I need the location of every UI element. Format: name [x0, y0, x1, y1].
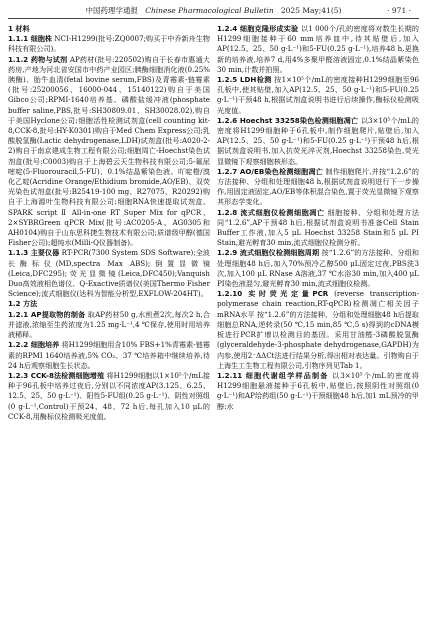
- paragraph-reagents: [8, 55, 210, 249]
- paragraph-text: 细胞接种、分组和处理方法同“1.2.6”,AP干预48 h后,根据试剂盒说明书准备Cell Stain Buffer工作液,加入5 μL Hoechst 33258 Stain和5 μL PI Stain,避光孵育30 min,流式细胞仪检测分析。: [217, 207, 419, 248]
- paragraph-metabolomics: [217, 371, 419, 412]
- paragraph-text: 按1×10⁵个/mL的密度接种H1299细胞至96孔板中,使其贴壁,加入AP(12.5、25、50 g·L⁻¹)和5-FU(0.25 g·L⁻¹)干预48 h,根据试剂盒说明书进行后续操作,酶标仪检测吸光度值。: [217, 75, 419, 115]
- paragraph-text: 按“1.2.6”的方法接种、分组和处理细胞48 h后,加入70%预冷乙醇500 μL固定过夜,PBS洗3次,加入100 μL RNase A溶液,37 ℃水浴30 min,加入400 μL PI染色液混匀,避光孵育30 min,流式细胞仪检测。: [217, 248, 419, 289]
- paragraph-text: AP药材(批号:220502)购自于长春市惠通大药房,产地为河北省安国市中药产业园区;胰酶细胞消化液(0.25%胰酶)、胎牛血清(fetal bovine serum,FBS)及青霉素-链霉素(批号:25200056、16000-044、15140122)购自于美国Gibco公司;RPMI-1640培养基、磷酸盐缓冲液(phosphate buffer saline,PBS,批号:SH30809.01、SH30028.02),购自于美国Hyclone公司;细胞活性检测试剂盒(cell counting kit-8,CCK-8,批号:HY-K0301)购自于Med Chem Express公司;乳酸脱氢酶(Lactic dehydrogenase,LDH)试剂盒(批号:A020-2-2)购自于南京建成生物工程有限公司;细胞周亡-Hoechst染色试剂盒(批号:C0003)购自于上海碧云天生物科技有限公司;5-氟尿嘧啶(5-Fluorouracil,5-FU)、0.1%结晶紫染色液、吖啶橙/溴化乙啶(Acridine Orange/Ethidium bromide,AO/EB)、双荧光染色试剂盒(批号:B25419-100 mg、R27075、R20292)购自于上海源叶生物科技有限公司;细胞RNA快速提取试剂盒、SPARK script Ⅱ All-in-one RT Super Mix for qPCR、2×SYBRGreen qPCR Mix(批号:AC0205-A、AG0305和AH0104)购自于山东思科捷生物技术有限公司;质谱级甲醇(德国Fisher公司);超纯水(Milli-Q仪器制备)。: [8, 54, 210, 248]
- paragraph-aoeb: [217, 167, 419, 208]
- subheading: 1.2.4 细胞克隆形成实验: [217, 24, 299, 33]
- paragraph-cell-culture: [8, 340, 210, 371]
- subheading: 1.2.11 细胞代谢组学样品制备: [217, 370, 329, 380]
- subheading: 1.2.7 AO/EB染色检测细胞凋亡: [217, 166, 323, 176]
- paragraph-text: 将H1299细胞用含10% FBS+1%青霉素-链霉素的RPMI 1640培养液,5% CO₂、37 ℃培养箱中继续培养,待24 h后观察细胞生长状态。: [8, 340, 210, 370]
- paragraph-text: 以1 000个/孔的密度将对数生长期的H1299细胞接种于60 mm培养皿中,待其贴壁后,加入AP(12.5、25、50 g·L⁻¹)和5-FU(0.25 g·L⁻¹),培养48 h,更换新的培养液,培养7 d,用4%多聚甲醛溶液固定,0.1%结晶紫染色30 min,计数并拍照。: [217, 24, 419, 74]
- paragraph-text: 取AP药材50 g,水煎煮2次,每次2 h,合并滤液,浓缩至生药浓度为1.25 mg·L⁻¹,4 ℃保存,使用时用培养液稀释。: [8, 309, 210, 340]
- paragraph-text: RT-PCR(7300 System SDS Software);全波长酶标仪(MD,spectra Max ABS);倒置显微镜(Leica,DFC295);荧光显微镜(Leica,DFC450);Vanquish Duo高效液相色谱仪、Q-Exactive质谱仪(美国Thermo Fisher Science);流式细胞仪(达科为智能分析型,EXFLOW-204HT)。: [8, 248, 210, 299]
- section-heading-methods: 1.2 方法: [8, 299, 38, 309]
- running-header: [8, 5, 419, 19]
- subheading: 1.2.8 流式细胞仪检测细胞凋亡: [217, 207, 325, 217]
- paragraph-extract-prep: [8, 310, 210, 341]
- subheading: 1.2.6 Hoechst 33258染色检测细胞凋亡: [217, 115, 359, 125]
- paragraph-flow-cycle: [217, 248, 419, 289]
- subheading: 1.1.3 主要仪器: [8, 248, 60, 258]
- paragraph-flow-apoptosis: [217, 208, 419, 249]
- paragraph-cck8: [8, 371, 210, 422]
- subheading: 1.2.10 实时荧光定量PCR: [217, 289, 329, 299]
- paragraph-cell-line: [8, 34, 210, 54]
- paragraph-ldh: [217, 75, 419, 116]
- journal-issue: 2025 May;41(5): [280, 6, 342, 15]
- header-rule: [8, 18, 419, 19]
- journal-line: [8, 5, 419, 17]
- subheading: 1.2.9 流式细胞仪检测细胞周期: [217, 248, 320, 258]
- paragraph-text: (reverse transcription-polymerase chain reaction,RT-qPCR)检测凋亡相关因子mRNA水平 按“1.2.6”的方法接种、分组和处理细胞48 h后提取细胞总RNA,逆转录(50 ℃,15 min,85 ℃,5 s)得到的cDNA模板进行PCR扩增以检测目的基因。采用甘油醛-3磷酸脱氢酶(glyceraldehyde-3-phosphate dehydrogenase,GAPDH)为内参,使用2⁻ΔΔCt法进行结果分析,得出相对表达量。引物购自于上海生工生物工程有限公司,引物序列见Tab 1。: [217, 289, 419, 370]
- subheading: 1.2.3 CCK-8法检测细胞增殖: [8, 370, 105, 380]
- subheading: 1.1.1 细胞株: [8, 34, 53, 44]
- paragraph-instruments: [8, 248, 210, 299]
- paragraph-text: NCI-H1299(批号:ZQ0007;购买于中乔新舟生物科技有限公司)。: [8, 34, 210, 54]
- journal-title-cn: 中国药理学通报: [85, 6, 139, 15]
- subheading: 1.1.2 药物与试剂: [8, 54, 68, 64]
- paragraph-text: 制作细胞爬片,并按“1.2.6”的方法接种、分组和处理细胞48 h,根据试剂盒说明进行下一步操作,用固定液固定,AO/EB等体积混合染色,置于荧光显微镜下观察其形态学变化。: [217, 166, 419, 207]
- paragraph-text: 以3×10⁵个/mL的密度将H1299细胞种于6孔板中,制作细胞爬片,贴壁后,加入AP(12.5、25、50 g·L⁻¹)和5-FU(0.25 g·L⁻¹)干预48 h后,根据试剂盒说明书,加入抗荧光淬灭剂,Hoechst 33258染色,荧光显微镜下观察细胞核形态。: [217, 115, 419, 166]
- right-column: [217, 24, 419, 630]
- paragraph-hoechst: [217, 116, 419, 167]
- paragraph-colony: [217, 24, 419, 75]
- paragraph-rt-qpcr: [217, 289, 419, 371]
- paragraph-text: 以3×10⁵个/mL的密度将H1299细胞悬液接种于6孔板中,贴壁后,按照阴性对照组(0 g·L⁻¹)和AP给药组(50 g·L⁻¹)干预细胞48 h后,加1 mL预冷的甲醇:水: [217, 370, 419, 411]
- subheading: 1.2.1 AP提取物的制备: [8, 309, 86, 319]
- page-number: · 971 ·: [387, 6, 411, 15]
- paragraph-text: 将H1299细胞以1×10⁵个/mL接种于96孔板中培养过夜后,分别以不同浓度AP(3.125、6.25、12.5、25、50 g·L⁻¹)、阳性5-FU组(0.25 g·L⁻¹)、阴性对照组(0 g·L⁻¹,Control)干预24、48、72 h后,每孔加入10 μL的CCK-8,用酶标仪检测吸光度值。: [8, 370, 210, 421]
- subheading: 1.2.2 细胞培养: [8, 340, 60, 350]
- subheading: 1.2.5 LDH检测: [217, 75, 272, 85]
- left-column: [8, 24, 210, 630]
- journal-title-en: Chinese Pharmacological Bulletin: [145, 6, 274, 15]
- section-heading-materials: 1 材料: [8, 24, 30, 33]
